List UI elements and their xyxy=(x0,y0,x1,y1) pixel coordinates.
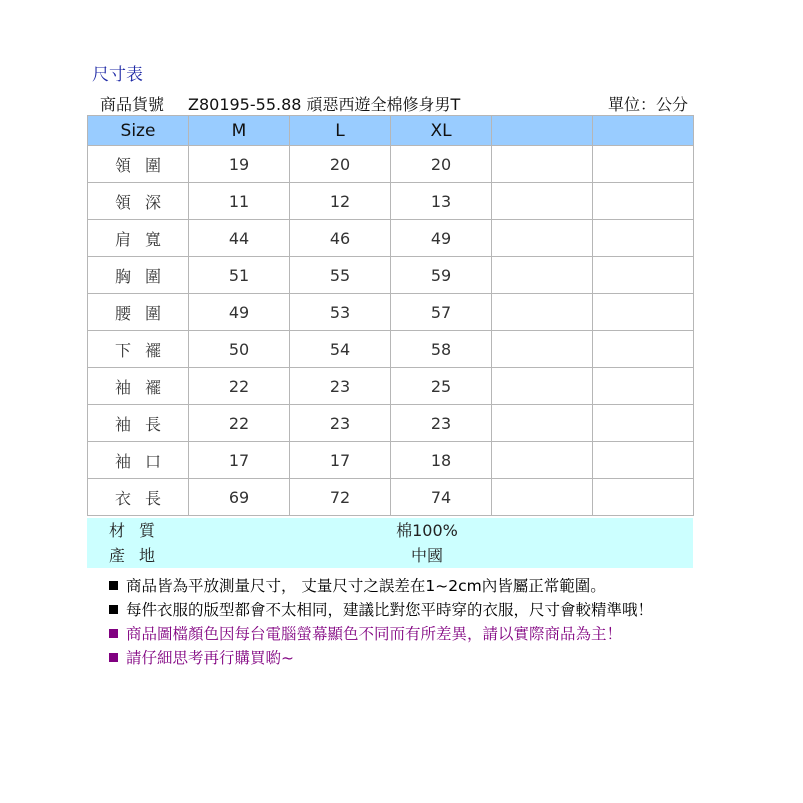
table-cell xyxy=(593,257,694,294)
table-cell: 23 xyxy=(391,405,492,442)
header-cell-empty xyxy=(593,116,694,146)
table-cell xyxy=(593,442,694,479)
note-text: 每件衣服的版型都會不太相同，建議比對您平時穿的衣服，尺寸會較精準哦！ xyxy=(126,601,654,619)
header-cell-m: M xyxy=(189,116,290,146)
material-value: 棉100% xyxy=(396,521,458,540)
unit-label: 單位：公分 xyxy=(607,95,688,114)
bullet-square-icon xyxy=(109,629,118,638)
row-label: 衣長 xyxy=(88,479,189,516)
table-cell xyxy=(492,183,593,220)
table-cell: 55 xyxy=(290,257,391,294)
table-row xyxy=(88,442,694,479)
note-item xyxy=(109,598,653,622)
table-cell xyxy=(593,331,694,368)
bullet-square-icon xyxy=(109,605,118,614)
table-cell xyxy=(492,257,593,294)
table-cell: 46 xyxy=(290,220,391,257)
notes-list xyxy=(109,574,653,670)
table-cell: 49 xyxy=(391,220,492,257)
table-cell: 59 xyxy=(391,257,492,294)
material-row xyxy=(87,518,693,543)
table-cell: 57 xyxy=(391,294,492,331)
size-table xyxy=(87,115,694,516)
table-cell: 25 xyxy=(391,368,492,405)
table-row xyxy=(88,405,694,442)
header-cell-l: L xyxy=(290,116,391,146)
row-label: 領深 xyxy=(88,183,189,220)
note-item xyxy=(109,622,653,646)
row-label: 下襬 xyxy=(88,331,189,368)
table-cell xyxy=(593,479,694,516)
note-text: 商品皆為平放測量尺寸， 丈量尺寸之誤差在1~2cm內皆屬正常範圍。 xyxy=(126,577,606,595)
row-label: 袖口 xyxy=(88,442,189,479)
product-code-label: 商品貨號 xyxy=(100,95,165,114)
table-cell: 19 xyxy=(189,146,290,183)
note-item xyxy=(109,574,653,598)
table-cell xyxy=(492,331,593,368)
table-cell: 11 xyxy=(189,183,290,220)
origin-row xyxy=(87,543,693,568)
table-cell: 17 xyxy=(290,442,391,479)
table-cell xyxy=(492,368,593,405)
table-cell xyxy=(593,183,694,220)
table-cell: 22 xyxy=(189,368,290,405)
table-cell: 54 xyxy=(290,331,391,368)
table-cell: 23 xyxy=(290,368,391,405)
table-cell: 23 xyxy=(290,405,391,442)
row-label: 肩寬 xyxy=(88,220,189,257)
row-label: 袖襬 xyxy=(88,368,189,405)
table-row xyxy=(88,183,694,220)
header-cell-size: Size xyxy=(88,116,189,146)
table-row xyxy=(88,257,694,294)
table-row xyxy=(88,294,694,331)
bullet-square-icon xyxy=(109,653,118,662)
table-cell xyxy=(593,368,694,405)
table-cell: 20 xyxy=(391,146,492,183)
table-cell xyxy=(492,146,593,183)
table-cell: 49 xyxy=(189,294,290,331)
product-code: Z80195-55.88 頑惡西遊全棉修身男T xyxy=(188,95,461,114)
origin-label: 產地 xyxy=(109,546,170,565)
table-cell: 12 xyxy=(290,183,391,220)
row-label: 領圍 xyxy=(88,146,189,183)
size-table-header xyxy=(88,116,694,146)
row-label: 腰圍 xyxy=(88,294,189,331)
note-text: 請仔細思考再行購買喲~ xyxy=(126,649,294,667)
origin-value: 中國 xyxy=(410,546,443,565)
table-cell: 44 xyxy=(189,220,290,257)
table-cell: 18 xyxy=(391,442,492,479)
row-label: 袖長 xyxy=(88,405,189,442)
table-row xyxy=(88,220,694,257)
table-cell: 74 xyxy=(391,479,492,516)
table-cell: 53 xyxy=(290,294,391,331)
table-cell xyxy=(593,294,694,331)
table-cell: 22 xyxy=(189,405,290,442)
table-cell: 13 xyxy=(391,183,492,220)
table-cell: 17 xyxy=(189,442,290,479)
note-item xyxy=(109,646,653,670)
table-cell xyxy=(492,405,593,442)
material-box xyxy=(87,518,693,568)
header-cell-xl: XL xyxy=(391,116,492,146)
table-cell xyxy=(492,294,593,331)
table-cell: 51 xyxy=(189,257,290,294)
table-cell xyxy=(593,405,694,442)
bullet-square-icon xyxy=(109,581,118,590)
header-cell-empty xyxy=(492,116,593,146)
row-label: 胸圍 xyxy=(88,257,189,294)
table-row xyxy=(88,479,694,516)
table-cell xyxy=(492,220,593,257)
table-cell xyxy=(492,479,593,516)
material-label: 材質 xyxy=(109,521,170,540)
page-title: 尺寸表 xyxy=(92,65,143,85)
table-cell: 72 xyxy=(290,479,391,516)
table-row xyxy=(88,368,694,405)
table-cell: 50 xyxy=(189,331,290,368)
table-row xyxy=(88,146,694,183)
table-cell: 20 xyxy=(290,146,391,183)
table-row xyxy=(88,331,694,368)
note-text: 商品圖檔顏色因每台電腦螢幕顯色不同而有所差異，請以實際商品為主！ xyxy=(126,625,623,643)
product-info-bar xyxy=(100,92,692,114)
table-cell xyxy=(492,442,593,479)
table-cell xyxy=(593,220,694,257)
table-cell xyxy=(593,146,694,183)
table-cell: 69 xyxy=(189,479,290,516)
table-cell: 58 xyxy=(391,331,492,368)
